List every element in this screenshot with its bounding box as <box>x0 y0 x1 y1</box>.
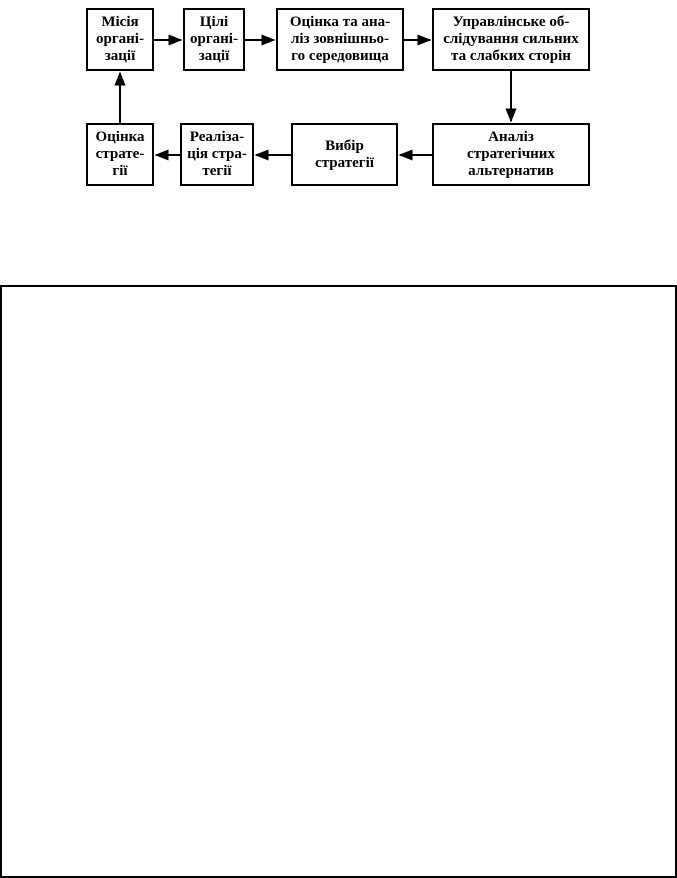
goals-label: Цілі органі- зації <box>190 14 238 64</box>
strategy-choice-label: Вибір стратегії <box>315 137 374 171</box>
mission-label: Місія органі- зації <box>96 14 144 64</box>
strategy-implementation-label: Реаліза- ція стра- тегії <box>187 129 247 179</box>
strategy-choice-box <box>291 123 398 186</box>
empty-content-frame <box>0 285 677 878</box>
strategic-planning-flow-diagram <box>0 0 677 230</box>
management-audit-label: Управлінське об- слідування сильних та слабких сторін <box>443 14 579 64</box>
mission-box <box>86 8 154 71</box>
strategic-alternatives-box <box>432 123 590 186</box>
goals-box <box>183 8 245 71</box>
environment-analysis-label: Оцінка та ана- ліз зовнішньо- го середовища <box>289 14 391 64</box>
management-audit-box <box>432 8 590 71</box>
strategy-evaluation-label: Оцінка страте- гії <box>95 129 145 179</box>
strategic-alternatives-label: Аналіз стратегічних альтернатив <box>467 129 555 179</box>
environment-analysis-box <box>276 8 404 71</box>
strategy-implementation-box <box>180 123 254 186</box>
strategy-evaluation-box <box>86 123 154 186</box>
